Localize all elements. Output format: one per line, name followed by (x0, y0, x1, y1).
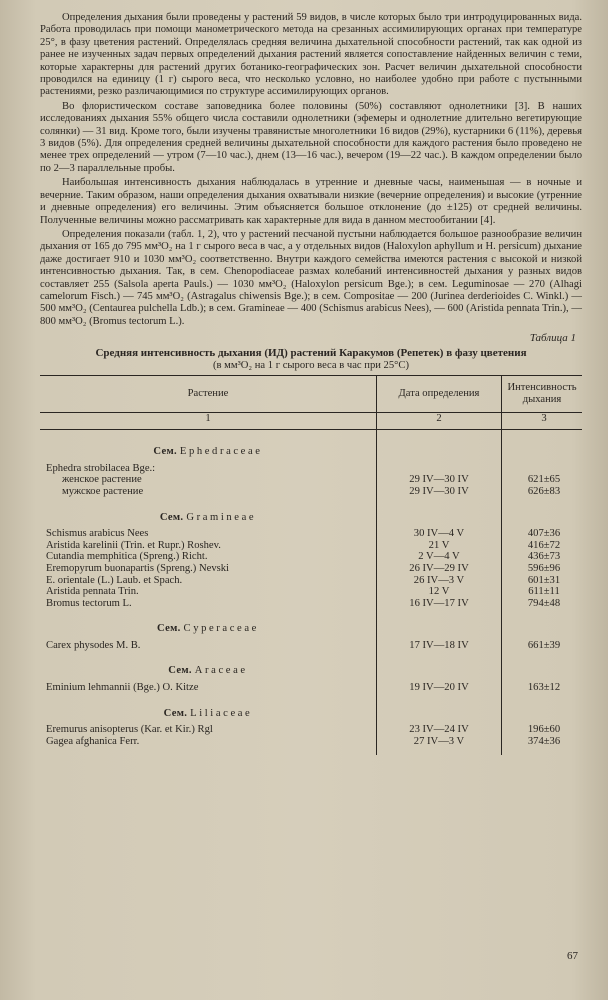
family-heading-row (40, 659, 582, 682)
table-row (40, 528, 582, 540)
family-gap (40, 651, 582, 659)
family-gap (40, 609, 582, 617)
paragraph-3: Наибольшая интенсивность дыхания наблюдалась в утренние и дневные часы, наименьшая — в ночные и вечерние. Таким образом, наши определения дыхания охватывали низкие (вечерние определения) и высокие (утренние и дневные определения) его величины. Этим объясняется большое отклонение (до ±125) от средней величины. Полученные величины можно рассматривать как характерные для вида в данном местообитании [4]. (40, 177, 582, 226)
measurement-date: 2 V—4 V (377, 551, 502, 563)
family-name: Cyperaceae (183, 623, 259, 635)
table-row (40, 682, 582, 694)
measurement-date: 21 V (377, 540, 502, 552)
measurement-date: 19 IV—20 IV (377, 682, 502, 694)
measurement-date: 29 IV—30 IV (377, 486, 502, 498)
plant-name: Gagea afghanica Ferr. (46, 735, 140, 747)
plant-name: Bromus tectorum L. (46, 597, 132, 609)
measurement-date: 27 IV—3 V (377, 736, 502, 748)
paragraph-4: Определения показали (табл. 1, 2), что у растений песчаной пустыни наблюдается большое разнообразие величин дыхания от 165 до 795 мм³O₂ на 1 г сырого веса в час, а у отдельных видов (Haloxylon aphyllum и H. persicum) дыхание даже достигает 910 и 1030 мм³O₂ соответственно. Внутри каждого семейства имеются растения с высокой и низкой интенсивностью дыхания. Так, в сем. Chenopodiaceae размах колебаний интенсивностей дыхания у разных видов составляет 255 (Salsola aperta Pauls.) — 1030 мм³O₂ (Haloxylon persicum Bge.); в сем. Leguminosae — 270 (Alhagi camelorum Fisch.) — 745 мм³O₂ (Astragalus chiwensis Bge.); в сем. Compositae — 200 (Jurinea derderioides C. Winkl.) — 500 мм³O₂ (Centaurea pulchella Ldb.); в сем. Gramineae — 400 (Schismus arabicus Nees), — 600 (Aristida pennata Trin.), — 800 мм³O₂ (Bromus tectorum L.). (40, 228, 582, 327)
family-heading-row (40, 440, 582, 463)
respiration-intensity: 661±39 (502, 640, 583, 652)
family-name: Araceae (194, 665, 248, 677)
family-prefix: Сем. (168, 665, 192, 677)
plant-name: мужское растение (62, 485, 144, 497)
plant-name: Aristida karelinii (Trin. et Rupr.) Roshev. (46, 539, 221, 551)
paragraph-1: Определения дыхания были проведены у растений 59 видов, в числе которых было три интродуцированных вида. Работа проводилась при помощи манометрического метода на срезанных ассимилирующих органах при температуре 25°, в фазу цветения растений. Определялась средняя величина дыхательной способности растений, так как одной из ранее не изученных задач первых определений дыхания растений является сопоставление найденных величин с теми, которые характерны для растений других ботанико-географических зон. Расчет величин дыхательной способности проводился на единицу (1 г) сырого веса, что несколько условно, но наиболее удобно при работе с пустынными растениями, резко различающимися по структуре ассимилирующих органов. (40, 12, 582, 98)
table-subtitle: (в мм³O₂ на 1 г сырого веса в час при 25°C) (213, 360, 409, 372)
family-name: Gramineae (186, 511, 257, 523)
table-body (40, 430, 582, 756)
measurement-date: 26 IV—29 IV (377, 563, 502, 575)
table-row (40, 575, 582, 587)
family-prefix: Сем. (159, 511, 184, 523)
column-number-3: 3 (502, 413, 583, 430)
respiration-intensity: 596±96 (502, 563, 583, 575)
respiration-intensity: 601±31 (502, 575, 583, 587)
family-heading-row (40, 506, 582, 529)
family-name: Liliaceae (190, 707, 253, 719)
respiration-intensity: 374±36 (502, 736, 583, 748)
table-row (40, 474, 582, 486)
plant-name: Eremopyrum buonapartis (Spreng.) Nevski (46, 562, 229, 574)
measurement-date: 17 IV—18 IV (377, 640, 502, 652)
family-heading (40, 617, 377, 640)
header-plant: Растение (40, 376, 377, 413)
respiration-intensity: 196±60 (502, 724, 583, 736)
table-label: Таблица 1 (529, 332, 576, 345)
plant-name: Carex physodes M. B. (46, 639, 141, 651)
paragraph-2: Во флористическом составе заповедника более половины (50%) составляют однолетники [3]. В наших исследованиях дыхания 55% общего числа составили однолетники (эфемеры и однолетние длительно вегетирующие солянки) — 31 вид. Кроме того, были изучены травянистые многолетники 16 видов (29%), кустарники 6 (11%), деревья 3 видов (5%). Для определения средней величины дыхательной способности для каждого растения было проведено не менее трех определений — утром (7—10 час.), днем (13—16 час.), вечером (19—22 час.). В каждом определении было по 2—3 параллельные пробы. (40, 100, 582, 174)
plant-name: Eminium lehmannii (Bge.) O. Kitze (46, 682, 199, 694)
measurement-date: 26 IV—3 V (377, 575, 502, 587)
plant-name: Aristida pennata Trin. (46, 586, 139, 598)
column-number-row (40, 413, 582, 430)
family-heading (40, 506, 377, 529)
measurement-date: 29 IV—30 IV (377, 474, 502, 486)
respiration-intensity: 611±11 (502, 586, 583, 598)
family-gap (40, 747, 582, 755)
respiration-table (40, 375, 582, 755)
table-row (40, 486, 582, 498)
family-heading (40, 702, 377, 725)
family-gap (40, 694, 582, 702)
table-header-row (40, 376, 582, 413)
respiration-intensity: 794±48 (502, 598, 583, 610)
page-number: 67 (567, 950, 578, 962)
table-row (40, 724, 582, 736)
column-number-1: 1 (40, 413, 377, 430)
table-row (40, 540, 582, 552)
measurement-date: 12 V (377, 586, 502, 598)
family-heading-row (40, 702, 582, 725)
family-heading (40, 659, 377, 682)
plant-name: Cutandia memphitica (Spreng.) Richt. (46, 551, 208, 563)
family-gap (40, 498, 582, 506)
measurement-date: 16 IV—17 IV (377, 598, 502, 610)
header-date: Дата определения (377, 376, 502, 413)
family-prefix: Сем. (153, 446, 177, 458)
plant-name: Eremurus anisopterus (Kar. et Kir.) Rgl (46, 724, 213, 736)
respiration-intensity: 626±83 (502, 486, 583, 498)
family-name: Ephedraceae (179, 446, 263, 458)
column-number-2: 2 (377, 413, 502, 430)
measurement-date (377, 463, 502, 475)
table-row (40, 551, 582, 563)
table-title: Средняя интенсивность дыхания (ИД) растений Каракумов (Репетек) в фазу цветения (95, 347, 527, 360)
measurement-date: 23 IV—24 IV (377, 724, 502, 736)
respiration-intensity: 407±36 (502, 528, 583, 540)
plant-name: E. orientale (L.) Laub. et Spach. (46, 574, 183, 586)
table-spacer (40, 430, 582, 441)
respiration-intensity: 436±73 (502, 551, 583, 563)
table-row (40, 563, 582, 575)
family-heading-row (40, 617, 582, 640)
respiration-intensity: 621±65 (502, 474, 583, 486)
table-row (40, 463, 582, 475)
header-intensity: Интенсивность дыхания (502, 376, 583, 413)
family-prefix: Сем. (163, 707, 188, 719)
family-heading (40, 440, 377, 463)
plant-name: Schismus arabicus Nees (46, 528, 149, 540)
table-row (40, 598, 582, 610)
table-row (40, 736, 582, 748)
table-row (40, 640, 582, 652)
plant-name: женское растение (62, 474, 142, 486)
respiration-intensity (502, 463, 583, 475)
respiration-intensity: 163±12 (502, 682, 583, 694)
measurement-date: 30 IV—4 V (377, 528, 502, 540)
family-prefix: Сем. (157, 623, 181, 635)
plant-name: Ephedra strobilacea Bge.: (46, 462, 156, 474)
respiration-intensity: 416±72 (502, 540, 583, 552)
table-row (40, 586, 582, 598)
